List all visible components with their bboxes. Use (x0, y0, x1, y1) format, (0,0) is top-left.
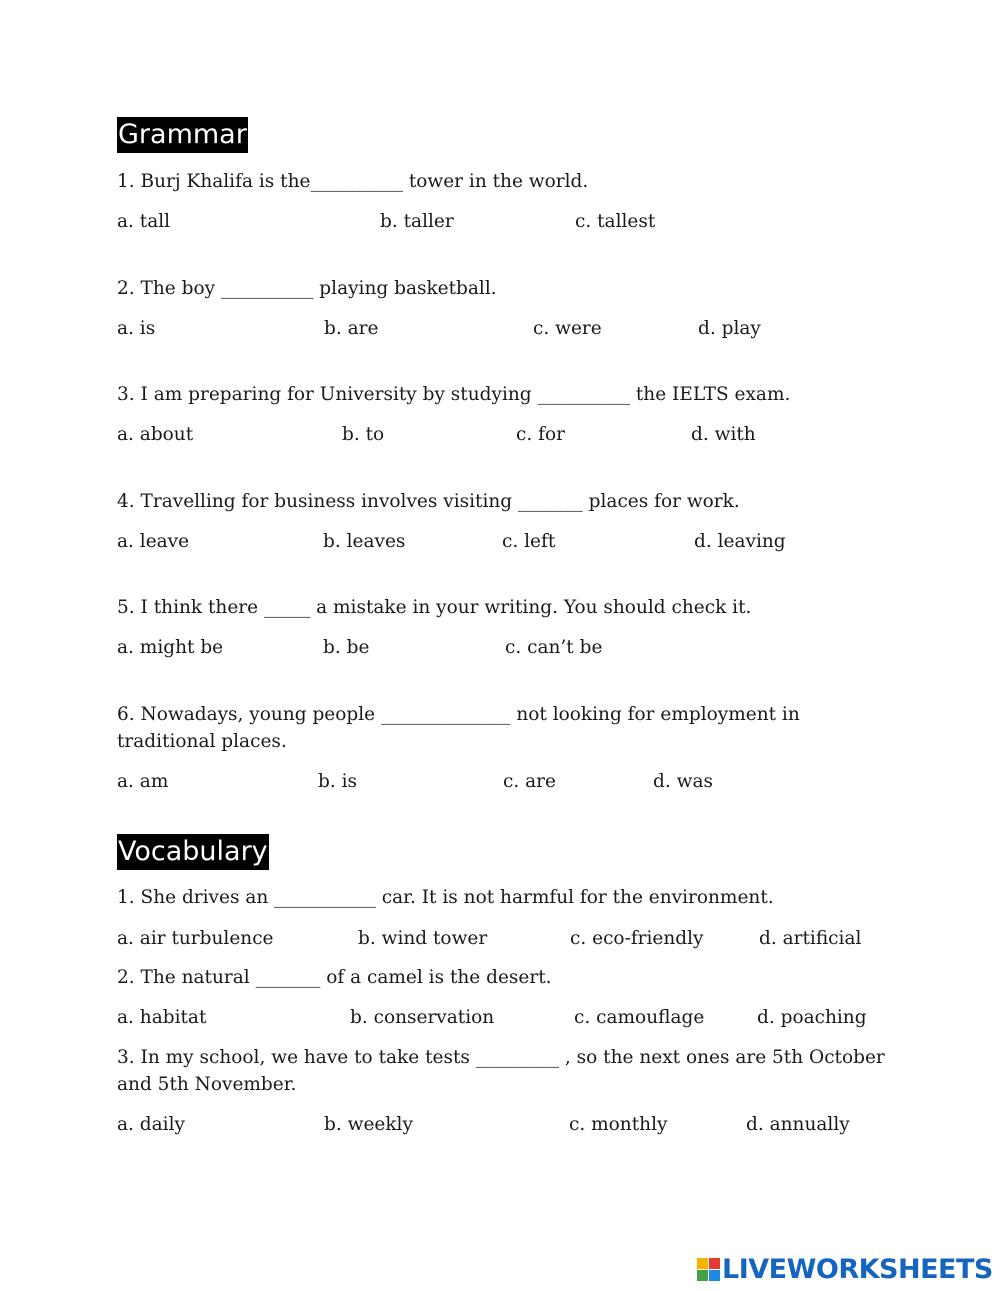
option-3d[interactable]: d. with (691, 424, 756, 445)
option-5c[interactable]: c. can’t be (505, 637, 603, 658)
option-3c[interactable]: c. for (516, 424, 565, 445)
grammar-question-5: 5. I think there _____ a mistake in your writing. You should check it. (117, 597, 752, 618)
grammar-question-2: 2. The boy __________ playing basketball. (117, 278, 497, 299)
logo-block-yellow (697, 1258, 708, 1269)
option-2b[interactable]: b. are (324, 318, 379, 339)
logo-block-green (697, 1270, 708, 1281)
grammar-heading: Grammar (117, 117, 248, 153)
option-5a[interactable]: a. might be (117, 637, 224, 658)
option-6b[interactable]: b. is (318, 771, 358, 792)
logo-block-blue (709, 1270, 720, 1281)
option-2c[interactable]: c. were (533, 318, 602, 339)
option-4a[interactable]: a. leave (117, 531, 190, 552)
vocab-option-1d[interactable]: d. artificial (759, 928, 862, 949)
option-5b[interactable]: b. be (323, 637, 370, 658)
option-4c[interactable]: c. left (502, 531, 556, 552)
vocabulary-question-2: 2. The natural _______ of a camel is the desert. (117, 967, 552, 988)
logo-text: LIVEWORKSHEETS (722, 1253, 993, 1285)
option-2a[interactable]: a. is (117, 318, 156, 339)
option-2d[interactable]: d. play (698, 318, 761, 339)
grammar-question-6: 6. Nowadays, young people ______________ not looking for employment in traditional places. (117, 704, 800, 752)
option-6a[interactable]: a. am (117, 771, 169, 792)
vocabulary-heading: Vocabulary (117, 834, 269, 870)
vocab-option-2c[interactable]: c. camouflage (574, 1007, 705, 1028)
liveworksheets-logo[interactable] (697, 1253, 993, 1285)
option-1b[interactable]: b. taller (380, 211, 454, 232)
logo-blocks-icon (697, 1258, 720, 1281)
option-4b[interactable]: b. leaves (323, 531, 406, 552)
option-1a[interactable]: a. tall (117, 211, 171, 232)
grammar-question-4: 4. Travelling for business involves visiting _______ places for work. (117, 491, 740, 512)
grammar-question-3: 3. I am preparing for University by studying __________ the IELTS exam. (117, 384, 791, 405)
vocab-option-1b[interactable]: b. wind tower (358, 928, 488, 949)
vocab-option-3b[interactable]: b. weekly (324, 1114, 413, 1135)
option-3b[interactable]: b. to (342, 424, 385, 445)
vocab-option-3a[interactable]: a. daily (117, 1114, 185, 1135)
vocab-option-1c[interactable]: c. eco-friendly (570, 928, 704, 949)
vocab-option-3d[interactable]: d. annually (746, 1114, 850, 1135)
grammar-question-1: 1. Burj Khalifa is the__________ tower in the world. (117, 171, 589, 192)
logo-block-red (709, 1258, 720, 1269)
vocabulary-question-3: 3. In my school, we have to take tests _________ , so the next ones are 5th October and 5th November. (117, 1047, 885, 1095)
option-4d[interactable]: d. leaving (694, 531, 786, 552)
option-6c[interactable]: c. are (503, 771, 556, 792)
vocab-option-3c[interactable]: c. monthly (569, 1114, 668, 1135)
vocabulary-question-1: 1. She drives an ___________ car. It is not harmful for the environment. (117, 887, 774, 908)
vocab-option-2b[interactable]: b. conservation (350, 1007, 495, 1028)
vocab-option-2a[interactable]: a. habitat (117, 1007, 207, 1028)
vocab-option-1a[interactable]: a. air turbulence (117, 928, 274, 949)
option-1c[interactable]: c. tallest (575, 211, 656, 232)
option-3a[interactable]: a. about (117, 424, 194, 445)
option-6d[interactable]: d. was (653, 771, 713, 792)
vocab-option-2d[interactable]: d. poaching (757, 1007, 867, 1028)
